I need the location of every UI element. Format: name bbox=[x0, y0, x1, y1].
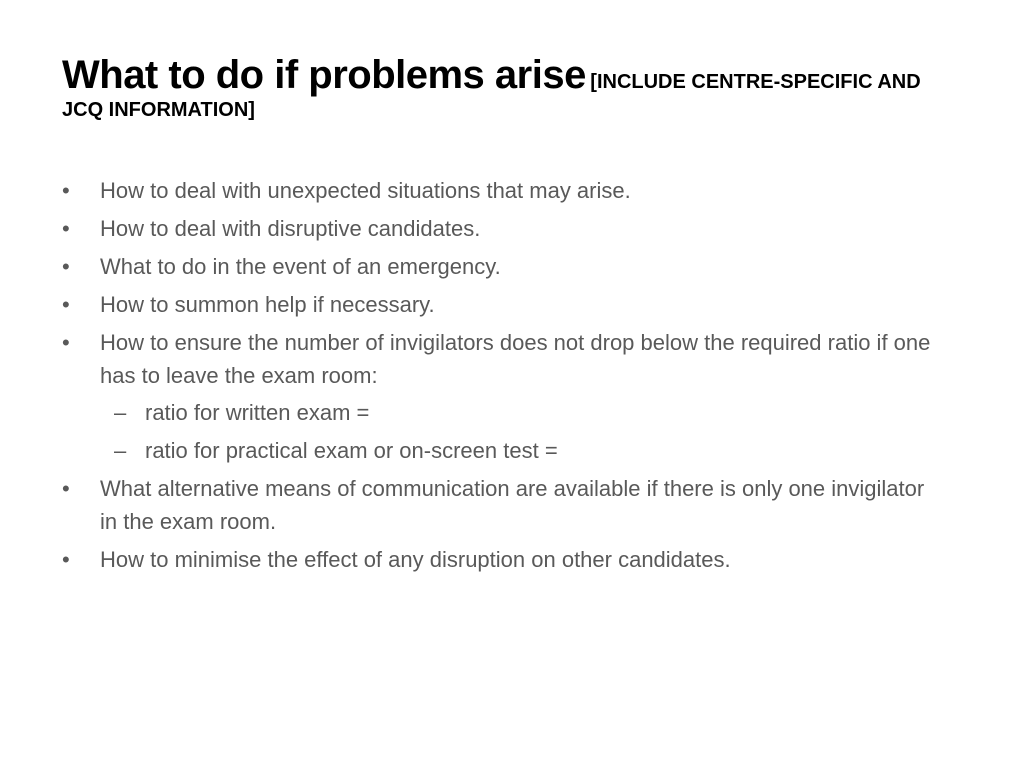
bullet-icon: • bbox=[62, 292, 70, 317]
dash-icon: – bbox=[114, 438, 127, 463]
bullet-text: What alternative means of communication are available if there is only one invigilator in the exam room. bbox=[100, 476, 925, 534]
bullet-text: How to deal with unexpected situations that may arise. bbox=[100, 178, 631, 203]
bullet-item-minimise bbox=[62, 543, 942, 576]
sub-bullet-list bbox=[100, 396, 942, 467]
sub-bullet-item-written bbox=[100, 396, 942, 429]
sub-bullet-text: ratio for practical exam or on-screen test = bbox=[145, 438, 558, 463]
bullet-item-ratio bbox=[62, 326, 942, 467]
bullet-icon: • bbox=[62, 216, 70, 241]
bullet-icon: • bbox=[62, 547, 70, 572]
bullet-text: How to summon help if necessary. bbox=[100, 292, 435, 317]
slide-title-note: [INCLUDE CENTRE-SPECIFIC AND JCQ INFORMATION] bbox=[62, 71, 921, 122]
bullet-icon: • bbox=[62, 476, 70, 501]
bullet-item-unexpected bbox=[62, 174, 942, 207]
bullet-icon: • bbox=[62, 178, 70, 203]
slide-body bbox=[62, 174, 942, 581]
bullet-icon: • bbox=[62, 330, 70, 355]
bullet-item-disruptive bbox=[62, 212, 942, 245]
bullet-text: How to ensure the number of invigilators does not drop below the required ratio if one has to leave the exam room: bbox=[100, 330, 931, 388]
bullet-item-emergency bbox=[62, 250, 942, 283]
dash-icon: – bbox=[114, 400, 127, 425]
bullet-item-summon-help bbox=[62, 288, 942, 321]
bullet-text: How to minimise the effect of any disruption on other candidates. bbox=[100, 547, 731, 572]
bullet-icon: • bbox=[62, 254, 70, 279]
bullet-list bbox=[62, 174, 942, 576]
sub-bullet-text: ratio for written exam = bbox=[145, 400, 370, 425]
bullet-item-communication bbox=[62, 472, 942, 538]
bullet-text: How to deal with disruptive candidates. bbox=[100, 216, 481, 241]
slide-title bbox=[62, 52, 942, 123]
sub-bullet-item-practical bbox=[100, 434, 942, 467]
bullet-text: What to do in the event of an emergency. bbox=[100, 254, 501, 279]
slide-title-main: What to do if problems arise bbox=[62, 53, 586, 97]
